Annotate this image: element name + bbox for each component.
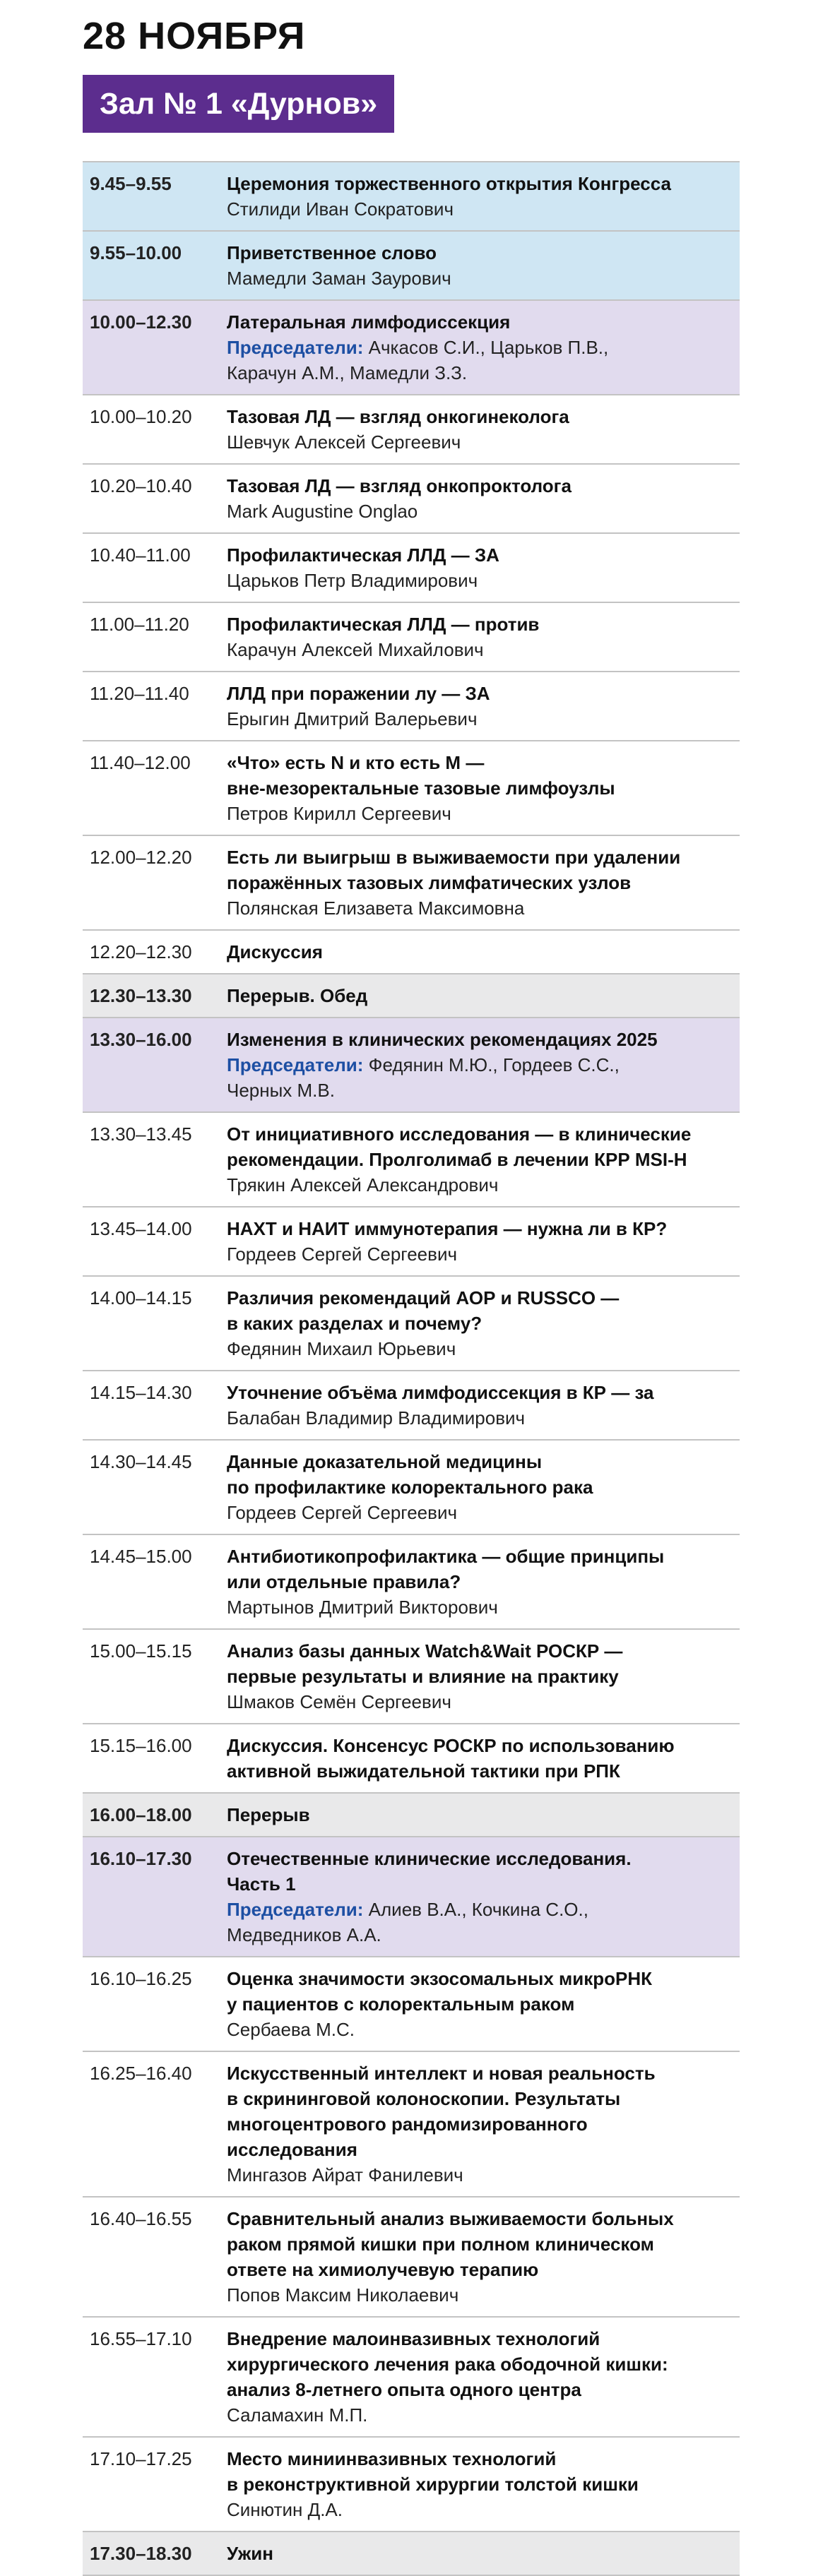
session-title: Уточнение объёма лимфодиссекция в КР — за xyxy=(227,1382,654,1403)
session-time: 12.00–12.20 xyxy=(90,847,192,868)
session-title: Данные доказательной медицины по профилактике колоректального рака xyxy=(227,1451,593,1498)
session-title: Внедрение малоинвазивных технологий хирургического лечения рака ободочной кишки: анализ 8-летнего опыта одного центра xyxy=(227,2328,668,2400)
session-time: 15.15–16.00 xyxy=(90,1735,192,1756)
session-title: Изменения в клинических рекомендациях 2025 xyxy=(227,1029,658,1050)
session-title: Тазовая ЛД — взгляд онкогинеколога xyxy=(227,406,569,427)
schedule-row xyxy=(83,1018,740,1113)
session-title: Искусственный интеллект и новая реальность в скрининговой колоноскопии. Результаты многоцентрового рандомизированного исследования xyxy=(227,2063,656,2160)
session-details xyxy=(227,672,740,740)
schedule-row xyxy=(83,974,740,1018)
schedule-row xyxy=(83,836,740,931)
hall-badge: Зал № 1 «Дурнов» xyxy=(83,75,394,133)
session-time: 13.30–16.00 xyxy=(90,1029,192,1050)
speaker-name: Гордеев Сергей Сергеевич xyxy=(227,1244,458,1265)
session-details xyxy=(227,465,740,532)
schedule-row xyxy=(83,1208,740,1277)
session-time: 10.00–12.30 xyxy=(90,311,192,333)
session-details xyxy=(227,534,740,602)
session-title: Сравнительный анализ выживаемости больных раком прямой кишки при полном клиническом ответе на химиолучевую терапию xyxy=(227,2208,674,2280)
chairs-names: Федянин М.Ю., Гордеев С.С., Черных М.В. xyxy=(227,1054,620,1101)
schedule-row xyxy=(83,2052,740,2198)
session-title: ЛЛД при поражении лу — ЗА xyxy=(227,683,490,704)
session-details xyxy=(227,2198,740,2316)
session-title: Перерыв. Обед xyxy=(227,985,368,1006)
speaker-name: Сербаева М.С. xyxy=(227,2019,355,2040)
session-time: 14.30–14.45 xyxy=(90,1451,192,1472)
session-details xyxy=(227,1441,740,1534)
session-time: 12.20–12.30 xyxy=(90,941,192,962)
session-details xyxy=(227,974,740,1017)
session-time: 9.55–10.00 xyxy=(90,242,182,263)
session-details xyxy=(227,395,740,463)
session-title: Есть ли выигрыш в выживаемости при удалении поражённых тазовых лимфатических узлов xyxy=(227,847,681,893)
session-time: 16.00–18.00 xyxy=(90,1804,192,1825)
speaker-name: Карачун Алексей Михайлович xyxy=(227,639,484,660)
chairs-names: Алиев В.А., Кочкина С.О., Медведников А.А. xyxy=(227,1899,588,1945)
session-time: 17.10–17.25 xyxy=(90,2448,192,2469)
session-time: 14.15–14.30 xyxy=(90,1382,192,1403)
chairs-label: Председатели: xyxy=(227,337,364,358)
schedule-row xyxy=(83,2318,740,2438)
speaker-name: Мамедли Заман Заурович xyxy=(227,268,451,289)
speaker-name: Шевчук Алексей Сергеевич xyxy=(227,431,461,453)
session-title: Анализ базы данных Watch&Wait РОСКР — первые результаты и влияние на практику xyxy=(227,1640,623,1687)
schedule-row xyxy=(83,1113,740,1208)
session-time: 16.55–17.10 xyxy=(90,2328,192,2349)
session-details xyxy=(227,1371,740,1439)
session-details xyxy=(227,1630,740,1723)
session-title: Различия рекомендаций АОР и RUSSCO — в каких разделах и почему? xyxy=(227,1287,620,1334)
speaker-name: Синютин Д.А. xyxy=(227,2499,343,2520)
session-details xyxy=(227,1794,740,1836)
schedule-row xyxy=(83,162,740,232)
speaker-name: Мартынов Дмитрий Викторович xyxy=(227,1597,498,1618)
schedule-row xyxy=(83,931,740,974)
speaker-name: Петров Кирилл Сергеевич xyxy=(227,803,451,824)
session-title: Латеральная лимфодиссекция xyxy=(227,311,511,333)
schedule-row xyxy=(83,2438,740,2532)
schedule-table xyxy=(83,161,740,2576)
schedule-row xyxy=(83,741,740,836)
schedule-row xyxy=(83,603,740,672)
session-time: 14.00–14.15 xyxy=(90,1287,192,1308)
session-details xyxy=(227,741,740,835)
session-time: 14.45–15.00 xyxy=(90,1546,192,1567)
session-title: Перерыв xyxy=(227,1804,310,1825)
session-details xyxy=(227,1277,740,1370)
schedule-row xyxy=(83,301,740,395)
session-time: 10.20–10.40 xyxy=(90,475,192,496)
session-title: НАХТ и НАИТ иммунотерапия — нужна ли в КР? xyxy=(227,1218,668,1239)
session-details xyxy=(227,162,740,230)
session-details xyxy=(227,1724,740,1792)
chairs-label: Председатели: xyxy=(227,1054,364,1075)
schedule-row xyxy=(83,1794,740,1837)
session-details xyxy=(227,301,740,394)
session-title: Дискуссия. Консенсус РОСКР по использованию активной выжидательной тактики при РПК xyxy=(227,1735,675,1782)
date-heading: 28 НОЯБРЯ xyxy=(83,15,306,57)
session-details xyxy=(227,931,740,973)
session-details xyxy=(227,603,740,671)
session-time: 10.00–10.20 xyxy=(90,406,192,427)
speaker-name: Полянская Елизавета Максимовна xyxy=(227,898,525,919)
schedule-row xyxy=(83,672,740,741)
session-title: Антибиотикопрофилактика — общие принципы или отдельные правила? xyxy=(227,1546,665,1592)
session-title: Профилактическая ЛЛД — ЗА xyxy=(227,544,499,566)
session-time: 16.25–16.40 xyxy=(90,2063,192,2084)
session-details xyxy=(227,1957,740,2051)
speaker-name: Шмаков Семён Сергеевич xyxy=(227,1691,451,1712)
schedule-row xyxy=(83,1277,740,1371)
speaker-name: Стилиди Иван Сократович xyxy=(227,198,454,220)
session-details xyxy=(227,1113,740,1206)
speaker-name: Мингазов Айрат Фанилевич xyxy=(227,2164,463,2186)
session-time: 17.30–18.30 xyxy=(90,2543,192,2564)
chairs-names: Ачкасов С.И., Царьков П.В., Карачун А.М., Мамедли З.З. xyxy=(227,337,609,383)
schedule-row xyxy=(83,1630,740,1724)
session-title: Отечественные клинические исследования. Часть 1 xyxy=(227,1848,632,1895)
schedule-row xyxy=(83,1371,740,1441)
schedule-row xyxy=(83,1535,740,1630)
schedule-row xyxy=(83,395,740,465)
session-time: 11.40–12.00 xyxy=(90,752,191,773)
session-time: 11.20–11.40 xyxy=(90,683,189,704)
schedule-row xyxy=(83,1957,740,2052)
speaker-name: Ерыгин Дмитрий Валерьевич xyxy=(227,708,478,729)
chairs-label: Председатели: xyxy=(227,1899,364,1920)
speaker-name: Балабан Владимир Владимирович xyxy=(227,1407,526,1429)
schedule-row xyxy=(83,232,740,301)
session-details xyxy=(227,2052,740,2196)
session-details xyxy=(227,1018,740,1111)
schedule-row xyxy=(83,534,740,603)
session-time: 16.10–17.30 xyxy=(90,1848,192,1869)
session-details xyxy=(227,2438,740,2531)
speaker-name: Царьков Петр Владимирович xyxy=(227,570,478,591)
session-title: Приветственное слово xyxy=(227,242,437,263)
speaker-name: Гордеев Сергей Сергеевич xyxy=(227,1502,458,1523)
session-details xyxy=(227,1535,740,1628)
speaker-name: Попов Максим Николаевич xyxy=(227,2284,459,2306)
session-title: Оценка значимости экзосомальных микроРНК у пациентов с колоректальным раком xyxy=(227,1968,653,2015)
schedule-row xyxy=(83,2532,740,2576)
session-title: Тазовая ЛД — взгляд онкопроктолога xyxy=(227,475,572,496)
session-details xyxy=(227,836,740,929)
session-title: От инициативного исследования — в клинические рекомендации. Пролголимаб в лечении КРР MSI-H xyxy=(227,1123,692,1170)
schedule-row xyxy=(83,2198,740,2318)
session-time: 11.00–11.20 xyxy=(90,614,189,635)
session-chairs xyxy=(227,1052,735,1103)
speaker-name: Трякин Алексей Александрович xyxy=(227,1174,499,1195)
session-time: 16.10–16.25 xyxy=(90,1968,192,1989)
session-title: Ужин xyxy=(227,2543,273,2564)
session-title: Дискуссия xyxy=(227,941,323,962)
speaker-name: Саламахин М.П. xyxy=(227,2404,368,2426)
session-time: 9.45–9.55 xyxy=(90,173,172,194)
speaker-name: Mark Augustine Onglao xyxy=(227,501,418,522)
schedule-row xyxy=(83,1441,740,1535)
session-title: Профилактическая ЛЛД — против xyxy=(227,614,540,635)
session-title: Церемония торжественного открытия Конгресса xyxy=(227,173,671,194)
speaker-name: Федянин Михаил Юрьевич xyxy=(227,1338,456,1359)
session-details xyxy=(227,2532,740,2575)
session-chairs xyxy=(227,1897,735,1948)
session-details xyxy=(227,1837,740,1956)
session-time: 12.30–13.30 xyxy=(90,985,192,1006)
session-time: 16.40–16.55 xyxy=(90,2208,192,2229)
schedule-row xyxy=(83,1837,740,1957)
session-time: 10.40–11.00 xyxy=(90,544,191,566)
session-time: 13.45–14.00 xyxy=(90,1218,192,1239)
session-details xyxy=(227,232,740,299)
session-time: 13.30–13.45 xyxy=(90,1123,192,1145)
schedule-row xyxy=(83,1724,740,1794)
session-title: Место миниинвазивных технологий в реконструктивной хирургии толстой кишки xyxy=(227,2448,639,2495)
session-title: «Что» есть N и кто есть M — вне-мезоректальные тазовые лимфоузлы xyxy=(227,752,615,799)
session-time: 15.00–15.15 xyxy=(90,1640,192,1662)
session-details xyxy=(227,2318,740,2436)
schedule-row xyxy=(83,465,740,534)
session-details xyxy=(227,1208,740,1275)
session-chairs xyxy=(227,335,735,386)
